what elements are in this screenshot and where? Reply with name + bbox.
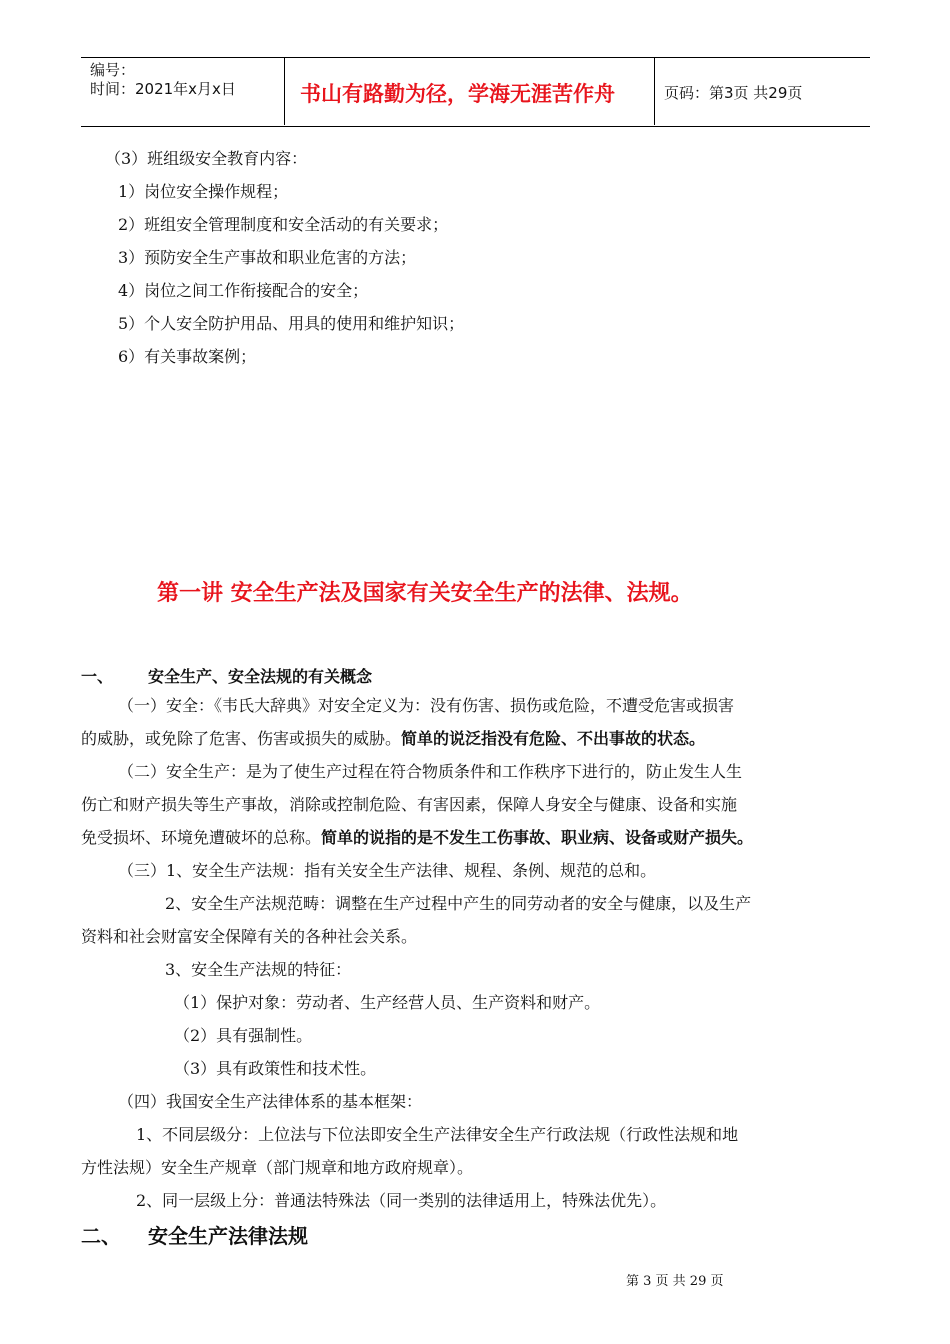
page-footer: 第 3 页 共 29 页 [626, 1274, 724, 1289]
paragraph-framework-line1: （四）我国安全生产法律体系的基本框架： [118, 1092, 423, 1111]
paragraph-regulations-line2: 2、安全生产法规范畴：调整在生产过程中产生的同劳动者的安全与健康，以及生产 [165, 894, 752, 913]
team-education-item: 1）岗位安全操作规程； [118, 182, 289, 201]
paragraph-safety-line1: （一）安全：《韦氏大辞典》对安全定义为：没有伤害、损伤或危险，不遭受危害或损害 [118, 696, 735, 715]
header-divider-left [284, 57, 285, 125]
regulation-feature: （1）保护对象：劳动者、生产经营人员、生产资料和财产。 [174, 993, 601, 1012]
paragraph-safety-normal: 的威胁，或免除了危害、伤害或损失的威胁。 [81, 729, 402, 748]
section-1-title: 安全生产、安全法规的有关概念 [148, 667, 373, 686]
paragraph-production-line1: （二）安全生产：是为了使生产过程在符合物质条件和工作秩序下进行的，防止发生人生 [118, 762, 743, 781]
header-divider-right [654, 57, 655, 125]
team-education-item: 2）班组安全管理制度和安全活动的有关要求； [118, 215, 449, 234]
section-2-title: 安全生产法律法规 [148, 1224, 308, 1248]
team-education-item: 4）岗位之间工作衔接配合的安全； [118, 281, 369, 300]
team-education-title: （3）班组级安全教育内容： [105, 149, 308, 168]
team-education-item: 5）个人安全防护用品、用具的使用和维护知识； [118, 314, 465, 333]
paragraph-regulations-line1: （三）1、安全生产法规：指有关安全生产法律、规程、条例、规范的总和。 [118, 861, 657, 880]
header-motto: 书山有路勤为径，学海无涯苦作舟 [300, 82, 615, 106]
header-page-number: 页码：第3页 共29页 [664, 84, 803, 102]
paragraph-framework-line2: 1、不同层级分：上位法与下位法即安全生产法律安全生产行政法规（行政性法规和地 [136, 1125, 739, 1144]
paragraph-framework-line4: 2、同一层级上分：普通法特殊法（同一类别的法律适用上，特殊法优先）。 [136, 1191, 667, 1210]
paragraph-framework-line3: 方性法规）安全生产规章（部门规章和地方政府规章）。 [81, 1158, 474, 1177]
team-education-item: 3）预防安全生产事故和职业危害的方法； [118, 248, 417, 267]
section-2-number: 二、 [81, 1224, 121, 1248]
lecture-title: 第一讲 安全生产法及国家有关安全生产的法律、法规。 [157, 581, 693, 606]
paragraph-production-line2: 伤亡和财产损失等生产事故，消除或控制危险、有害因素，保障人身安全与健康、设备和实施 [81, 795, 738, 814]
paragraph-production-emphasis: 简单的说指的是不发生工伤事故、职业病、设备或财产损失。 [321, 828, 754, 847]
document-date: 时间：2021年x月x日 [90, 80, 236, 98]
section-1-number: 一、 [81, 667, 114, 686]
paragraph-production-line3 [81, 828, 753, 848]
document-number-label: 编号： [90, 61, 136, 79]
paragraph-regulations-line4: 3、安全生产法规的特征： [165, 960, 352, 979]
paragraph-production-normal: 免受损坏、环境免遭破坏的总称。 [81, 828, 322, 847]
paragraph-safety-emphasis: 简单的说泛指没有危险、不出事故的状态。 [401, 729, 706, 748]
regulation-feature: （2）具有强制性。 [174, 1026, 313, 1045]
regulation-feature: （3）具有政策性和技术性。 [174, 1059, 377, 1078]
team-education-item: 6）有关事故案例； [118, 347, 257, 366]
paragraph-regulations-line3: 资料和社会财富安全保障有关的各种社会关系。 [81, 927, 418, 946]
paragraph-safety-line2 [81, 729, 705, 749]
